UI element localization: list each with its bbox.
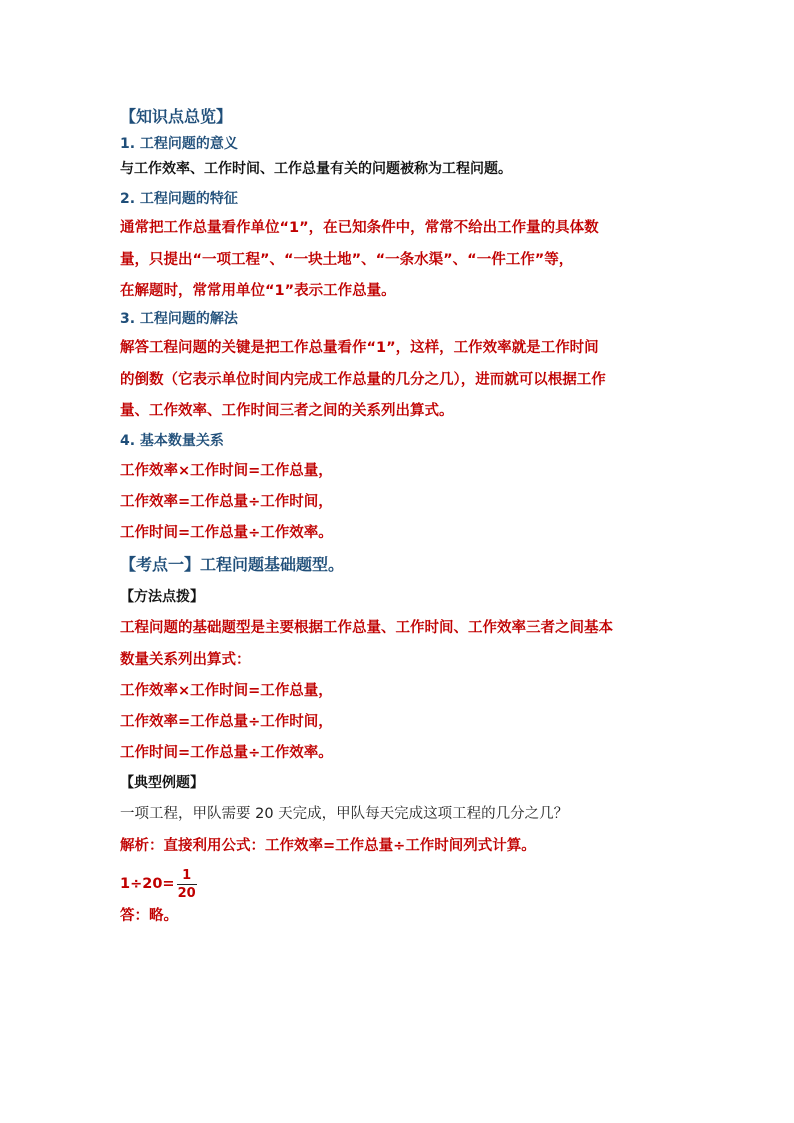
fraction-denominator: 20 xyxy=(177,885,196,901)
kaodian-heading xyxy=(120,548,680,582)
example-analysis: 解析：直接利用公式：工作效率=工作总量÷工作时间列式计算。 xyxy=(120,838,536,854)
method-line-1: 工程问题的基础题型是主要根据工作总量、工作时间、工作效率三者之间基本 xyxy=(120,620,613,636)
section-1-title: 1. 工程问题的意义 xyxy=(120,136,238,152)
example-heading: 【典型例题】 xyxy=(120,775,204,791)
method-line-2: 数量关系列出算式： xyxy=(120,652,251,668)
fraction-numerator: 1 xyxy=(182,867,192,883)
fraction-bar xyxy=(177,884,197,885)
section-4-formula-3: 工作时间=工作总量÷工作效率。 xyxy=(120,525,333,541)
method-formula-2: 工作效率=工作总量÷工作时间， xyxy=(120,714,333,730)
section-2-line-1: 通常把工作总量看作单位“1”，在已知条件中，常常不给出工作量的具体数 xyxy=(120,220,599,236)
method-formula-3: 工作时间=工作总量÷工作效率。 xyxy=(120,745,333,761)
section-4-formula-1: 工作效率×工作时间=工作总量， xyxy=(120,463,333,479)
example-calculation xyxy=(120,862,680,906)
section-3-line-1: 解答工程问题的关键是把工作总量看作“1”，这样，工作效率就是工作时间 xyxy=(120,340,599,356)
kaodian-heading-text: 工程问题基础题型。 xyxy=(200,555,345,574)
method-heading: 【方法点拨】 xyxy=(120,589,204,605)
document-content xyxy=(120,102,680,932)
overview-heading: 【知识点总览】 xyxy=(120,107,233,126)
section-2-title: 2. 工程问题的特征 xyxy=(120,191,238,207)
section-1-text: 与工作效率、工作时间、工作总量有关的问题被称为工程问题。 xyxy=(120,161,512,177)
fraction xyxy=(176,869,198,900)
section-3-line-3: 量、工作效率、工作时间三者之间的关系列出算式。 xyxy=(120,403,454,419)
section-4-title: 4. 基本数量关系 xyxy=(120,433,224,449)
section-2-line-3: 在解题时，常常用单位“1”表示工作总量。 xyxy=(120,283,396,299)
section-3-title: 3. 工程问题的解法 xyxy=(120,311,238,327)
section-2-line-2: 量，只提出“一项工程”、“一块土地”、“一条水渠”、“一件工作”等， xyxy=(120,252,574,268)
calc-prefix: 1÷20= xyxy=(120,876,175,892)
example-answer: 答：略。 xyxy=(120,908,178,924)
method-formula-1: 工作效率×工作时间=工作总量， xyxy=(120,683,333,699)
example-question: 一项工程，甲队需要 20 天完成，甲队每天完成这项工程的几分之几？ xyxy=(120,806,569,822)
section-3-line-2: 的倒数（它表示单位时间内完成工作总量的几分之几），进而就可以根据工作 xyxy=(120,372,606,388)
section-4-formula-2: 工作效率=工作总量÷工作时间， xyxy=(120,494,333,510)
kaodian-heading-bracket: 【考点一】 xyxy=(120,555,201,574)
